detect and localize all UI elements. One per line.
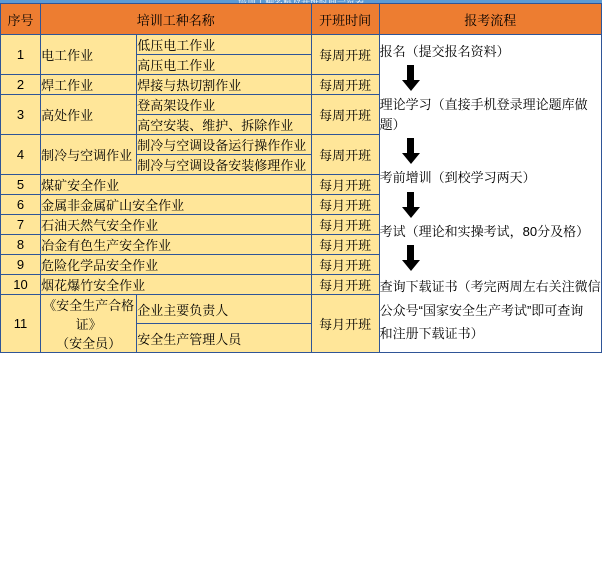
row-trade-name: 冶金有色生产安全作业	[41, 235, 311, 255]
row-start-time: 每月开班	[311, 255, 379, 275]
row-start-time: 每周开班	[311, 35, 379, 75]
flow-step-5-line-2: 公众号“国家安全生产考试”即可查询	[379, 302, 584, 318]
row-trade-name-line-2: （安全员）	[56, 336, 122, 351]
row-trade-name: 烟花爆竹安全作业	[41, 275, 311, 295]
row-start-time: 每月开班	[311, 235, 379, 255]
row-trade-name: 危险化学品安全作业	[41, 255, 311, 275]
row-sub-item: 焊接与热切割作业	[137, 75, 311, 95]
row-trade-name: 制冷与空调作业	[41, 135, 137, 175]
flow-step-3: 考前增训（到校学习两天）	[379, 170, 536, 186]
arrow-down-icon	[402, 192, 420, 218]
row-trade-name: 金属非金属矿山安全作业	[41, 195, 311, 215]
row-trade-name: 煤矿安全作业	[41, 175, 311, 195]
row-start-time: 每周开班	[311, 95, 379, 135]
arrow-down-icon	[402, 65, 420, 91]
row-start-time: 每月开班	[311, 295, 379, 353]
row-seq: 11	[1, 295, 41, 353]
arrow-down-icon	[402, 138, 420, 164]
row-sub-item: 登高架设作业	[137, 95, 311, 115]
row-seq: 8	[1, 235, 41, 255]
row-seq: 5	[1, 175, 41, 195]
row-seq: 9	[1, 255, 41, 275]
row-trade-name	[41, 295, 137, 353]
row-sub-item: 高压电工作业	[137, 55, 311, 75]
flow-step-5	[380, 275, 601, 345]
header-start-time: 开班时间	[311, 4, 379, 35]
row-seq: 6	[1, 195, 41, 215]
row-trade-name: 石油天然气安全作业	[41, 215, 311, 235]
row-start-time: 每月开班	[311, 175, 379, 195]
row-seq: 4	[1, 135, 41, 175]
row-trade-name: 高处作业	[41, 95, 137, 135]
table-header-row	[1, 4, 602, 35]
row-sub-item: 企业主要负责人	[137, 295, 311, 324]
row-seq: 2	[1, 75, 41, 95]
table-row	[1, 35, 602, 55]
flow-step-5-line-3: 和注册下载证书）	[379, 325, 484, 341]
row-seq: 1	[1, 35, 41, 75]
row-sub-item: 制冷与空调设备运行操作作业	[137, 135, 311, 155]
training-schedule-table	[0, 3, 602, 353]
row-start-time: 每周开班	[311, 75, 379, 95]
row-sub-item: 低压电工作业	[137, 35, 311, 55]
row-start-time: 每月开班	[311, 275, 379, 295]
flow-step-1: 报名（提交报名资料）	[379, 43, 510, 59]
row-seq: 10	[1, 275, 41, 295]
arrow-down-icon	[402, 245, 420, 271]
row-start-time: 每月开班	[311, 215, 379, 235]
row-sub-item: 制冷与空调设备安装修理作业	[137, 155, 311, 175]
row-trade-name: 焊工作业	[41, 75, 137, 95]
flow-step-2: 理论学习（直接手机登录理论题库做题）	[379, 97, 588, 132]
row-sub-item: 高空安装、维护、拆除作业	[137, 115, 311, 135]
row-sub-item: 安全生产管理人员	[137, 324, 311, 353]
row-start-time: 每月开班	[311, 195, 379, 215]
row-start-time: 每周开班	[311, 135, 379, 175]
process-flow-cell	[379, 35, 601, 353]
header-process: 报考流程	[379, 4, 601, 35]
flow-step-5-line-1: 查询下载证书（考完两周左右关注微信	[379, 279, 601, 295]
row-seq: 7	[1, 215, 41, 235]
flow-step-4: 考试（理论和实操考试，80分及格）	[379, 223, 590, 239]
header-seq: 序号	[1, 4, 41, 35]
row-trade-name-line-1: 《安全生产合格证》	[43, 298, 135, 332]
row-trade-name: 电工作业	[41, 35, 137, 75]
header-trade-name: 培训工种名称	[41, 4, 311, 35]
row-seq: 3	[1, 95, 41, 135]
